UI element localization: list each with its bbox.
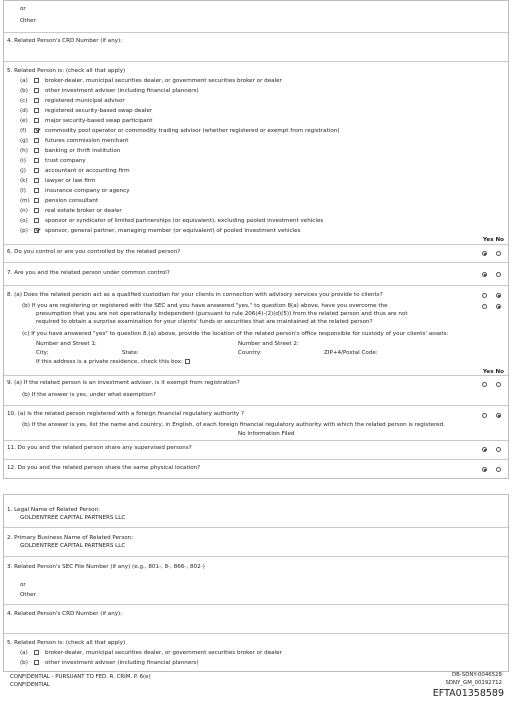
divider bbox=[4, 556, 508, 557]
q10a-yes-radio[interactable] bbox=[482, 413, 487, 418]
checkbox-row bbox=[20, 98, 340, 108]
checkbox[interactable] bbox=[34, 128, 39, 133]
q11-no-radio[interactable] bbox=[496, 447, 501, 452]
s2-other-label: Other bbox=[20, 592, 36, 598]
q8b-no-radio[interactable] bbox=[496, 304, 501, 309]
item-key: (n) bbox=[20, 208, 28, 214]
checkbox-row bbox=[20, 158, 340, 168]
q12-no-radio[interactable] bbox=[496, 467, 501, 472]
divider bbox=[4, 61, 508, 62]
q11-label: 11. Do you and the related person share any supervised persons? bbox=[7, 445, 192, 451]
item-key: (i) bbox=[20, 158, 26, 164]
q10a-label: 10. (a) Is the related person registered with a foreign financial regulatory authority ? bbox=[7, 411, 244, 417]
item-label: major security-based swap participant bbox=[45, 118, 153, 124]
item-key: (c) bbox=[20, 98, 28, 104]
item-key: (h) bbox=[20, 148, 28, 154]
s2-q3-label: 3. Related Person's SEC File Number (if any) (e.g., 801-, 8-, 866-, 802-) bbox=[7, 564, 205, 570]
item-key: (o) bbox=[20, 218, 28, 224]
or-label: or bbox=[20, 6, 26, 12]
checkbox-row bbox=[20, 118, 340, 128]
q8b-yes-radio[interactable] bbox=[482, 304, 487, 309]
checkbox-row bbox=[20, 88, 340, 98]
divider bbox=[4, 244, 508, 245]
checkbox[interactable] bbox=[34, 168, 39, 173]
checkbox[interactable] bbox=[34, 198, 39, 203]
item-label: broker-dealer, municipal securities dealer, or government securities broker or dealer bbox=[45, 650, 282, 656]
checkbox-row bbox=[20, 228, 340, 238]
item-label: lawyer or law firm bbox=[45, 178, 96, 184]
q6-yes-radio[interactable] bbox=[482, 251, 487, 256]
checkbox[interactable] bbox=[34, 158, 39, 163]
q8a-no-radio[interactable] bbox=[496, 293, 501, 298]
checkbox-row bbox=[20, 138, 340, 148]
zip-label: ZIP+4/Postal Code: bbox=[324, 350, 378, 356]
divider bbox=[4, 633, 508, 634]
checkbox[interactable] bbox=[34, 660, 39, 665]
country-label: Country: bbox=[238, 350, 262, 356]
q9b-label: (b) If the answer is yes, under what exemption? bbox=[22, 392, 156, 398]
item-label: pension consultant bbox=[45, 198, 99, 204]
item-label: sponsor, general partner, managing member (or equivalent) of pooled investment vehicles bbox=[45, 228, 301, 234]
item-key: (p) bbox=[20, 228, 28, 234]
divider bbox=[4, 459, 508, 460]
item-key: (d) bbox=[20, 108, 28, 114]
item-label: registered security-based swap dealer bbox=[45, 108, 153, 114]
s2-related-person-type-list bbox=[20, 650, 282, 670]
s2-or-label: or bbox=[20, 582, 26, 588]
item-key: (j) bbox=[20, 168, 26, 174]
item-key: (k) bbox=[20, 178, 28, 184]
q6-label: 6. Do you control or are you controlled by the related person? bbox=[7, 249, 181, 255]
confidential-label: CONFIDENTIAL bbox=[10, 682, 50, 688]
street1-label: Number and Street 1: bbox=[36, 341, 97, 347]
q9a-no-radio[interactable] bbox=[496, 382, 501, 387]
q6-no-radio[interactable] bbox=[496, 251, 501, 256]
checkbox[interactable] bbox=[34, 188, 39, 193]
item-label: commodity pool operator or commodity trading advisor (whether registered or exempt from registration) bbox=[45, 128, 340, 134]
item-key: (m) bbox=[20, 198, 30, 204]
q8b-text-2: presumption that you are not operationally independent (pursuant to rule 206(4)-(2)(d)(5)) from the related person and thus are not bbox=[36, 311, 408, 317]
checkbox[interactable] bbox=[34, 88, 39, 93]
checkbox-row bbox=[20, 188, 340, 198]
checkbox[interactable] bbox=[34, 138, 39, 143]
item-label: registered municipal advisor bbox=[45, 98, 125, 104]
state-label: State: bbox=[122, 350, 139, 356]
q10a-no-radio[interactable] bbox=[496, 413, 501, 418]
item-label: other investment adviser (including financial planners) bbox=[45, 660, 199, 666]
divider bbox=[4, 440, 508, 441]
checkbox-row bbox=[20, 660, 282, 670]
checkbox[interactable] bbox=[34, 118, 39, 123]
item-key: (a) bbox=[20, 650, 28, 656]
city-label: City: bbox=[36, 350, 49, 356]
street2-label: Number and Street 2: bbox=[238, 341, 299, 347]
q8c-label: (c) If you have answered "yes" to question 8.(a) above, provide the location of the related person's office responsible for custody of your clients' assets: bbox=[22, 331, 449, 337]
divider bbox=[4, 527, 508, 528]
q8b-text-3: required to obtain a surprise examination for your clients' funds or securities that are maintained at the related person? bbox=[36, 319, 373, 325]
checkbox[interactable] bbox=[34, 98, 39, 103]
checkbox[interactable] bbox=[34, 78, 39, 83]
item-key: (l) bbox=[20, 188, 26, 194]
divider bbox=[4, 405, 508, 406]
q7-label: 7. Are you and the related person under common control? bbox=[7, 270, 170, 276]
q4-crd-label: 4. Related Person's CRD Number (if any): bbox=[7, 38, 123, 44]
divider bbox=[4, 604, 508, 605]
confidential-notice: CONFIDENTIAL - PURSUANT TO FED. R. CRIM. P. 6(e) bbox=[10, 674, 151, 680]
s2-q5-label: 5. Related Person is: (check all that apply) bbox=[7, 640, 126, 646]
q8b-label: (b) If you are registering or registered with the SEC and you have answered "yes," to question 8(a) above, have you overcome the bbox=[22, 303, 388, 309]
checkbox[interactable] bbox=[34, 178, 39, 183]
checkbox[interactable] bbox=[34, 208, 39, 213]
checkbox[interactable] bbox=[34, 148, 39, 153]
item-label: insurance company or agency bbox=[45, 188, 130, 194]
checkbox-row bbox=[20, 108, 340, 118]
q7-yes-radio[interactable] bbox=[482, 272, 487, 277]
q8a-yes-radio[interactable] bbox=[482, 293, 487, 298]
item-label: other investment adviser (including financial planners) bbox=[45, 88, 199, 94]
other-label: Other bbox=[20, 18, 36, 24]
checkbox-row bbox=[20, 128, 340, 138]
checkbox-row bbox=[20, 148, 340, 158]
checkbox[interactable] bbox=[34, 108, 39, 113]
s2-q1-label: 1. Legal Name of Related Person: bbox=[7, 507, 101, 513]
checkbox-row bbox=[20, 208, 340, 218]
q7-no-radio[interactable] bbox=[496, 272, 501, 277]
checkbox[interactable] bbox=[34, 228, 39, 233]
checkbox-row bbox=[20, 218, 340, 228]
checkbox-row bbox=[20, 168, 340, 178]
q12-label: 12. Do you and the related person share the same physical location? bbox=[7, 465, 201, 471]
item-key: (b) bbox=[20, 660, 28, 666]
bates-number-1: DB-SDNY-0046528 bbox=[451, 672, 502, 678]
checkbox-row bbox=[20, 650, 282, 660]
yes-no-header: Yes No bbox=[482, 237, 504, 243]
item-key: (e) bbox=[20, 118, 28, 124]
item-key: (g) bbox=[20, 138, 28, 144]
private-residence-label: If this address is a private residence, check this box: bbox=[36, 359, 196, 366]
s2-q2-label: 2. Primary Business Name of Related Person: bbox=[7, 535, 134, 541]
divider bbox=[4, 262, 508, 263]
item-label: trust company bbox=[45, 158, 86, 164]
no-information-filed: No Information Filed bbox=[238, 431, 295, 437]
q10b-label: (b) If the answer is yes, list the name and country, in English, of each foreign financial regulatory authority with which the related person is registered. bbox=[22, 422, 445, 428]
checkbox-row bbox=[20, 78, 340, 88]
checkbox-row bbox=[20, 198, 340, 208]
efta-number: EFTA01358589 bbox=[432, 688, 504, 699]
business-name-value: GOLDENTREE CAPITAL PARTNERS LLC bbox=[20, 543, 126, 549]
legal-name-value: GOLDENTREE CAPITAL PARTNERS LLC bbox=[20, 515, 126, 521]
item-label: banking or thrift institution bbox=[45, 148, 121, 154]
item-label: futures commission merchant bbox=[45, 138, 129, 144]
item-label: accountant or accounting firm bbox=[45, 168, 130, 174]
item-key: (a) bbox=[20, 78, 28, 84]
item-label: sponsor or syndicator of limited partnerships (or equivalent), excluding pooled investment vehicles bbox=[45, 218, 324, 224]
checkbox-row bbox=[20, 178, 340, 188]
q8a-label: 8. (a) Does the related person act as a qualified custodian for your clients in connection with advisory services you provide to clients? bbox=[7, 292, 383, 298]
item-label: broker-dealer, municipal securities dealer, or government securities broker or dealer bbox=[45, 78, 282, 84]
q11-yes-radio[interactable] bbox=[482, 447, 487, 452]
checkbox[interactable] bbox=[34, 650, 39, 655]
bates-number-2: SDNY_GM_00192712 bbox=[445, 680, 502, 686]
divider bbox=[4, 285, 508, 286]
item-key: (b) bbox=[20, 88, 28, 94]
checkbox[interactable] bbox=[34, 218, 39, 223]
private-residence-checkbox[interactable] bbox=[185, 359, 190, 364]
q12-yes-radio[interactable] bbox=[482, 467, 487, 472]
yes-no-header-2: Yes No bbox=[482, 369, 504, 375]
s2-q4-label: 4. Related Person's CRD Number (if any): bbox=[7, 611, 123, 617]
item-label: real estate broker or dealer bbox=[45, 208, 122, 214]
q9a-label: 9. (a) If the related person is an investment adviser, is it exempt from registration? bbox=[7, 380, 240, 386]
item-key: (f) bbox=[20, 128, 27, 134]
divider bbox=[4, 375, 508, 376]
related-person-type-list bbox=[20, 78, 340, 238]
q9a-yes-radio[interactable] bbox=[482, 382, 487, 387]
q5-label: 5. Related Person is: (check all that apply) bbox=[7, 68, 126, 74]
divider bbox=[4, 32, 508, 33]
